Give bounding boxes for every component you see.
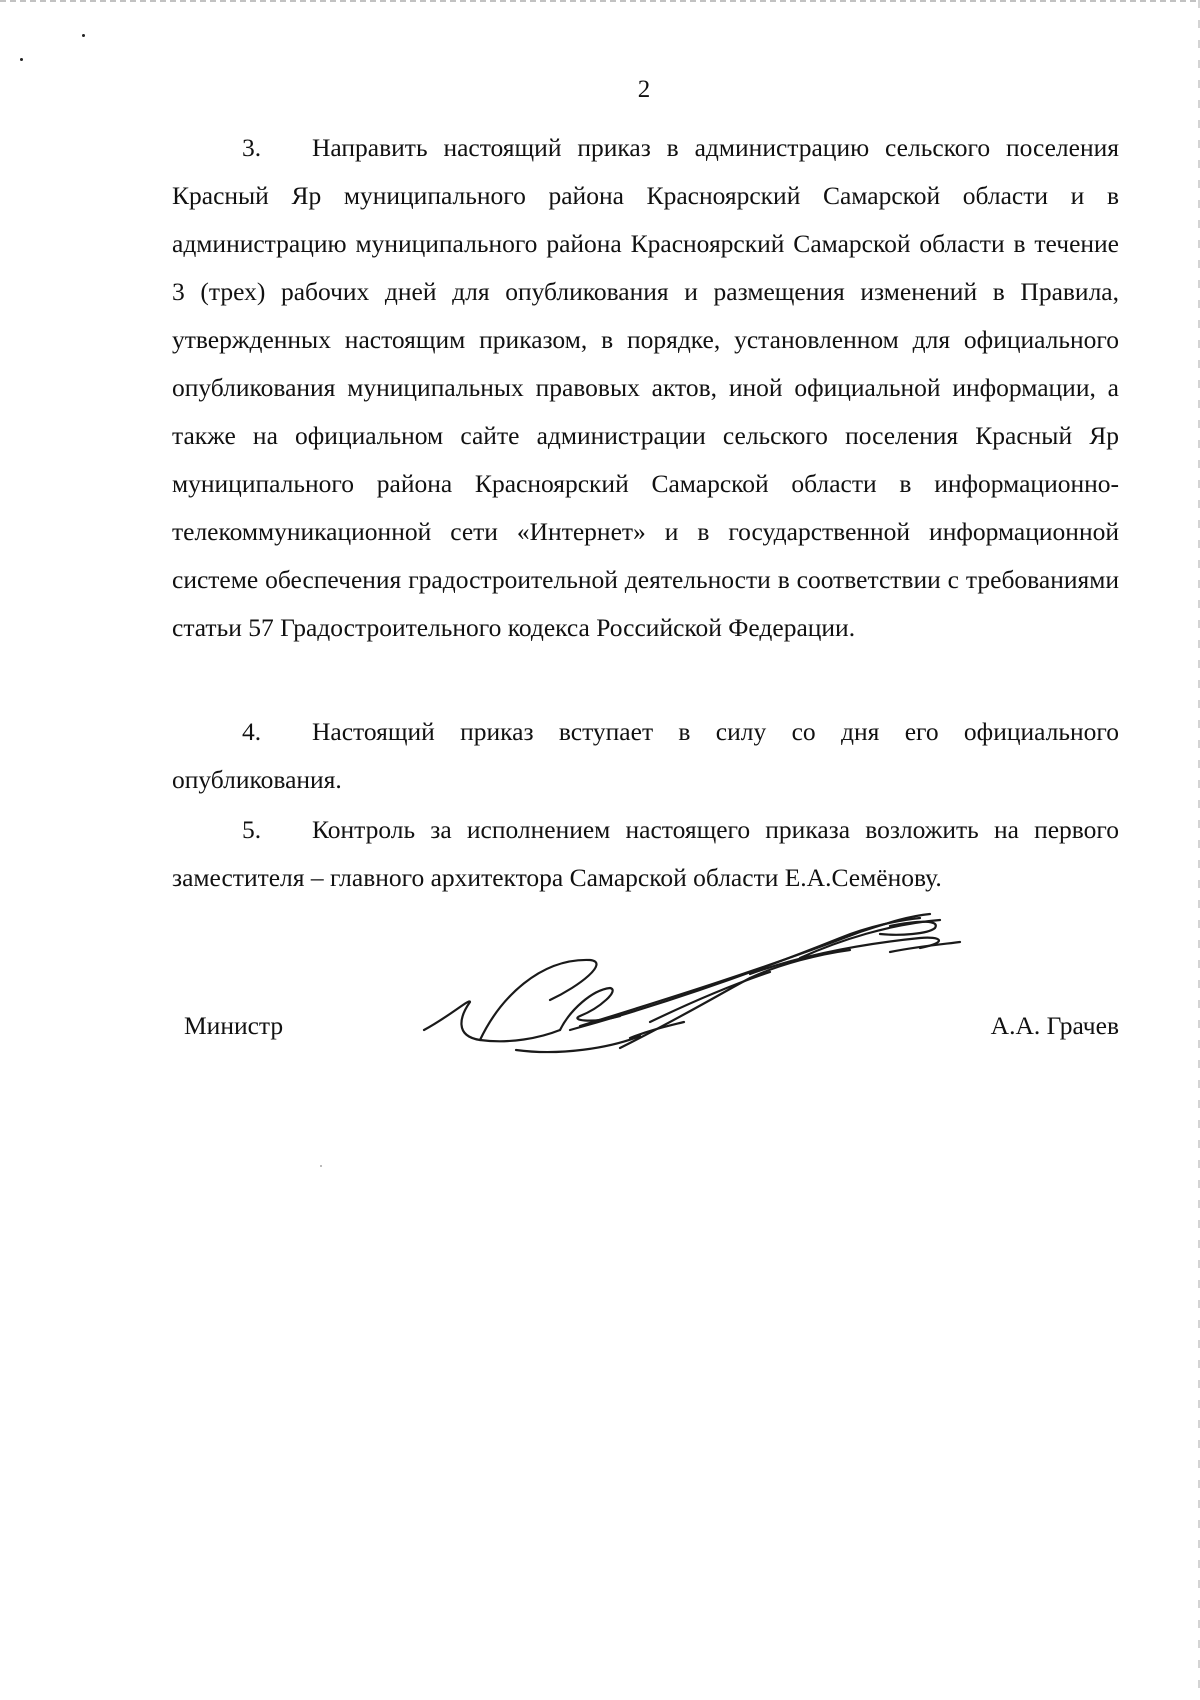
signature-block <box>172 1002 1119 1050</box>
scan-speck <box>82 34 85 37</box>
paragraph-3 <box>172 124 1119 652</box>
scan-speck <box>320 1165 322 1167</box>
signatory-title: Министр <box>184 1011 284 1040</box>
paragraph-text: Настоящий приказ вступает в силу со дня его официального опубликования. <box>172 717 1119 794</box>
paragraph-4 <box>172 708 1119 804</box>
page-number: 2 <box>637 76 651 103</box>
paragraph-number: 5. <box>242 815 262 844</box>
paragraph-number: 4. <box>242 717 262 746</box>
paragraph-number: 3. <box>242 133 262 162</box>
paragraph-5 <box>172 806 1119 902</box>
signatory-name: А.А. Грачев <box>990 1011 1119 1040</box>
paragraph-text: Направить настоящий приказ в администрацию сельского поселения Красный Яр муниципального района Красноярский Самарской области и в администрацию муниципального района Красноярский Самарской области в течение 3 (трех) рабочих дней для опубликования и размещения изменений в Правила, утвержденных настоящим приказом, в порядке, установленном для официального опубликования муниципальных правовых актов, иной официальной информации, а также на официальном сайте администрации сельского поселения Красный Яр муниципального района Красноярский Самарской области в информационно-телекоммуникационной сети «Интернет» и в государственной информационной системе обеспечения градостроительной деятельности в соответствии с требованиями статьи 57 Градостроительного кодекса Российской Федерации. <box>172 133 1119 642</box>
paragraph-text: Контроль за исполнением настоящего приказа возложить на первого заместителя – главного архитектора Самарской области Е.А.Семёнову. <box>172 815 1119 892</box>
scan-speck <box>20 58 23 61</box>
scan-edge-top <box>0 0 1200 2</box>
